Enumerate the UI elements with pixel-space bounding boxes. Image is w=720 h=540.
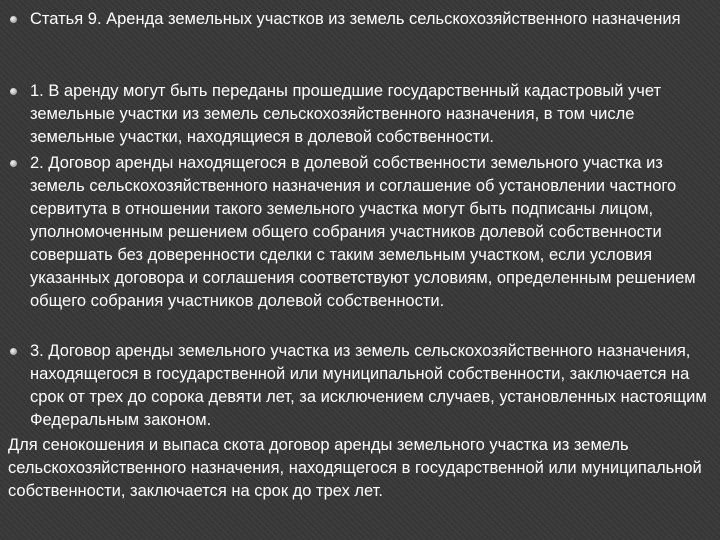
closing-note: Для сенокошения и выпаса скота договор аренды земельного участка из земель сельскохозяйственного назначения, находящегося в государственной или муниципальной собственности, заключается на срок до трех лет.	[8, 436, 702, 500]
bullet-icon	[10, 16, 17, 23]
article-heading: Статья 9. Аренда земельных участков из земель сельскохозяйственного назначения	[30, 10, 681, 28]
bullet-icon	[10, 160, 17, 167]
paragraph-1: 1. В аренду могут быть переданы прошедшие государственный кадастровый учет земельные участки из земель сельскохозяйственного назначения, в том числе земельные участки, находящиеся в долевой собственности.	[30, 82, 662, 146]
bullet-icon	[10, 348, 17, 355]
paragraph-3-bullet	[4, 340, 708, 432]
paragraph-3: 3. Договор аренды земельного участка из земель сельскохозяйственного назначения, находящегося в государственной или муниципальной собственности, заключается на срок от трех до сорока девяти лет, за исключением случаев, установленных настоящим Федеральным законом.	[30, 342, 707, 429]
paragraph-2: 2. Договор аренды находящегося в долевой собственности земельного участка из земель сельскохозяйственного назначения и соглашение об установлении частного сервитута в отношении такого земельного участка могут быть подписаны лицом, уполномоченным решением общего собрания участников долевой собственности совершать без доверенности сделки с таким земельным участком, если условия указанных договора и соглашения соответствуют условиям, определенным решением общего собрания участников долевой собственности.	[30, 154, 696, 310]
paragraph-2-bullet	[4, 152, 708, 313]
bullet-icon	[10, 88, 17, 95]
heading-bullet	[4, 8, 708, 31]
paragraph-1-bullet	[4, 80, 708, 149]
